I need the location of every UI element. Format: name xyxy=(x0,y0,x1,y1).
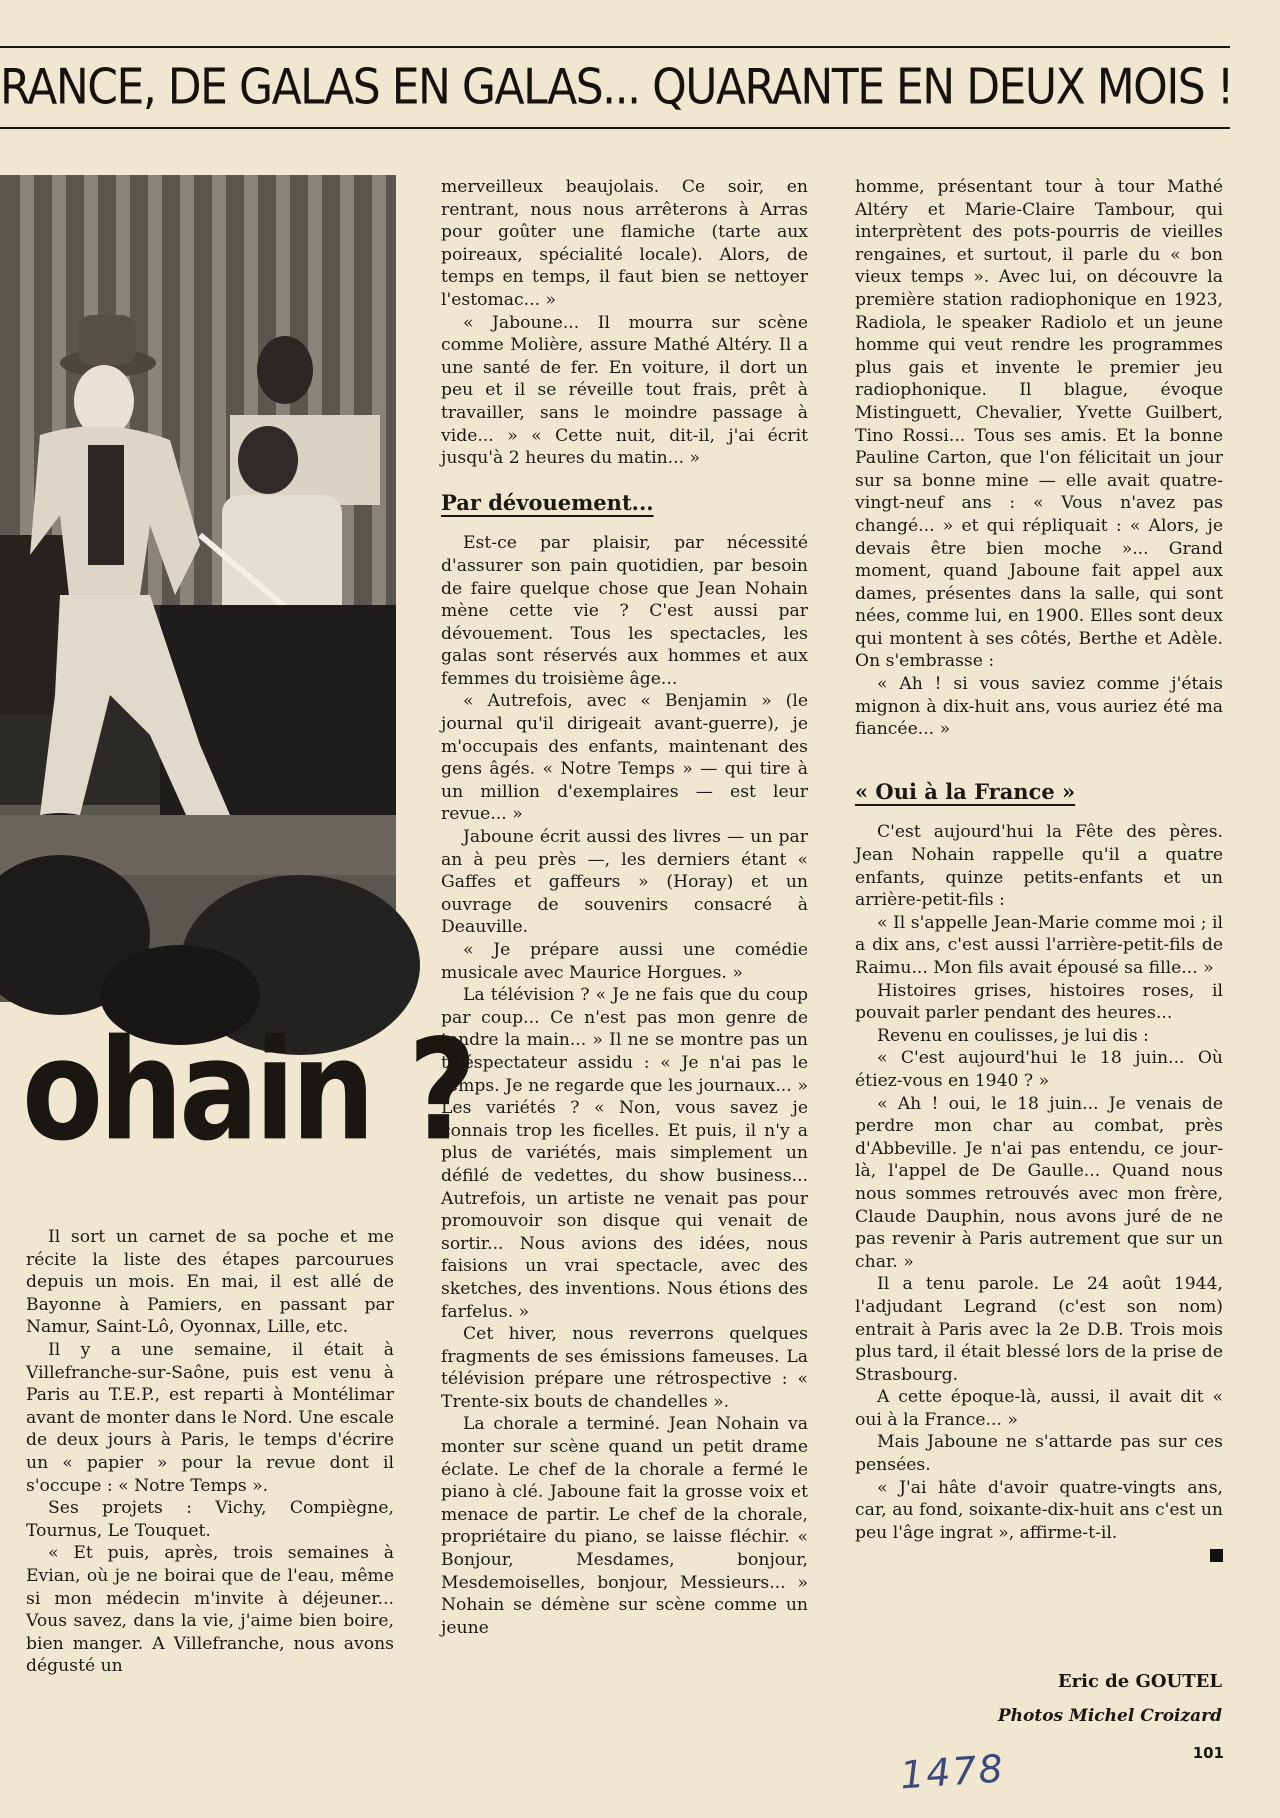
page-number: 101 xyxy=(1192,1744,1224,1762)
col1-paragraph: Ses projets : Vichy, Compiègne, Tournus, Le Touquet. xyxy=(26,1498,394,1541)
col2-paragraph: merveilleux beaujolais. Ce soir, en rentrant, nous nous arrêterons à Arras pour goûter une flamiche (tarte aux poireaux, spécialité locale). Alors, de temps en temps, il faut bien se nettoyer l'estomac... » xyxy=(441,177,808,310)
bottom-rule xyxy=(0,127,1230,129)
subheading-oui-a-la-france: « Oui à la France » xyxy=(855,778,1076,804)
col2-paragraph: La chorale a terminé. Jean Nohain va monter sur scène quand un petit drame éclate. Le chef de la chorale a fermé le piano à clé. Jaboune fait la grosse voix et menace de partir. Le chef de la chorale, propriétaire du piano, se laisse fléchir. « Bonjour, Mesdames, bonjour, Mesdemoiselles, bonjour, Messieurs... » Nohain se démène sur scène comme un jeune xyxy=(441,1414,808,1638)
col3-paragraph: « Il s'appelle Jean-Marie comme moi ; il a dix ans, c'est aussi l'arrière-petit-fils de Raimu... Mon fils avait épousé sa fille... » xyxy=(855,912,1223,978)
performer-photo-illustration xyxy=(0,175,396,1002)
article-title-fragment: ohain ? xyxy=(22,1008,473,1172)
col3-paragraph: « C'est aujourd'hui le 18 juin... Où étiez-vous en 1940 ? » xyxy=(855,1048,1223,1091)
col2-paragraph: Jaboune écrit aussi des livres — un par an à peu près —, les derniers étant « Gaffes et gaffeurs » (Horay) et un ouvrage de souvenirs consacré à Deauville. xyxy=(441,827,808,938)
col3-paragraph: homme, présentant tour à tour Mathé Altéry et Marie-Claire Tambour, qui interprètent des pots-pourris de vieilles rengaines, et surtout, il parle du « bon vieux temps ». Avec lui, on découvre la première station radiophonique en 1923, Radiola, le speaker Radiolo et un jeune homme qui veut rendre les programmes plus gais et invente le premier jeu radiophonique. Il blague, évoque Mistinguett, Chevalier, Yvette Guilbert, Tino Rossi... Tous ses amis. Et la bonne Pauline Carton, que l'on félicitait un jour sur sa bonne mine — elle avait quatre-vingt-neuf ans : « Vous n'avez pas changé... » et qui répliquait : « Alors, je devais être bien moche »... Grand moment, quand Jaboune fait appel aux dames, présentes dans la salle, qui sont nées, comme lui, en 1900. Elles sont deux qui montent à ses côtés, Berthe et Adèle. On s'embrasse : xyxy=(855,177,1223,672)
col3-paragraph: Revenu en coulisses, je lui dis : xyxy=(877,1025,1149,1046)
end-of-article-mark xyxy=(1210,1549,1223,1562)
col3-paragraph: Histoires grises, histoires roses, il pouvait parler pendant des heures... xyxy=(855,980,1223,1024)
photo-credit: Photos Michel Croizard xyxy=(997,1706,1222,1726)
headline: RANCE, DE GALAS EN GALAS... QUARANTE EN DEUX MOIS ! xyxy=(0,58,1233,116)
col2-paragraph: « Autrefois, avec « Benjamin » (le journal qu'il dirigeait avant-guerre), je m'occupais des enfants, maintenant des gens âgés. « Notre Temps » — qui tire à un million d'exemplaires — est leur revue... » xyxy=(441,691,808,825)
col3-paragraph: C'est aujourd'hui la Fête des pères. Jean Nohain rappelle qu'il a quatre enfants, quinze petits-enfants et un arrière-petit-fils : xyxy=(855,822,1223,911)
col2-paragraph: « Jaboune... Il mourra sur scène comme Molière, assure Mathé Altéry. Il a une santé de fer. En voiture, il dort un peu et il se réveille tout frais, prêt à travailler, sans le moindre passage à vide... » « Cette nuit, dit-il, j'ai écrit jusqu'à 2 heures du matin... » xyxy=(441,312,808,469)
handwritten-note: 1478 xyxy=(898,1746,1007,1798)
performer-photo xyxy=(0,175,396,1002)
col3-paragraph: « Ah ! oui, le 18 juin... Je venais de perdre mon char au combat, près d'Abbeville. Je n'ai pas entendu, ce jour-là, l'appel de De Gaulle... Quand nous nous sommes retrouvés avec mon frère, Claude Dauphin, nous avons juré de ne pas revenir à Paris autrement que sur un char. » xyxy=(855,1093,1223,1272)
col1-paragraph: « Et puis, après, trois semaines à Evian, où je ne boirai que de l'eau, même si mon médecin m'invite à déjeuner... Vous savez, dans la vie, j'aime bien boire, bien manger. A Villefranche, nous avons dégusté un xyxy=(26,1543,394,1677)
subheading-par-devouement: Par dévouement... xyxy=(441,489,654,515)
col3-paragraph: A cette époque-là, aussi, il avait dit « oui à la France... » xyxy=(855,1387,1223,1430)
col1-paragraph: Il y a une semaine, il était à Villefranche-sur-Saône, puis est venu à Paris au T.E.P., est reparti à Montélimar avant de monter dans le Nord. Une escale de deux jours à Paris, le temps d'écrire un « papier » pour la revue dont il s'occupe : « Notre Temps ». xyxy=(26,1339,394,1496)
col1-paragraph: Il sort un carnet de sa poche et me récite la liste des étapes parcourues depuis un mois. En mai, il est allé de Bayonne à Pamiers, en passant par Namur, Saint-Lô, Oyonnax, Lille, etc. xyxy=(26,1227,394,1338)
col3-paragraph: Mais Jaboune ne s'attarde pas sur ces pensées. xyxy=(855,1432,1223,1476)
col2-paragraph: Cet hiver, nous reverrons quelques fragments de ses émissions fameuses. La télévision prépare une rétrospective : « Trente-six bouts de chandelles ». xyxy=(441,1324,808,1412)
byline: Eric de GOUTEL xyxy=(1057,1671,1222,1692)
col2-paragraph: « Je prépare aussi une comédie musicale avec Maurice Horgues. » xyxy=(441,940,808,983)
col2-paragraph: La télévision ? « Je ne fais que du coup par coup... Ce n'est pas mon genre de tendre la main... » Il ne se montre pas un téléspectateur assidu : « Je n'ai pas le temps. Je ne regarde que les journaux... » Les variétés ? « Non, vous savez je connais trop les ficelles. Et puis, il n'y a plus de variétés, mais simplement un défilé de vedettes, du show business... Autrefois, un artiste ne venait pas pour promouvoir son disque qui venait de sortir... Nous avions des idées, nous faisions un vrai spectacle, avec des sketches, des inventions. Nous étions des farfelus. » xyxy=(441,985,808,1322)
column-2 xyxy=(441,176,808,1639)
column-3 xyxy=(855,176,1223,1562)
col3-paragraph: Il a tenu parole. Le 24 août 1944, l'adjudant Legrand (c'est son nom) entrait à Paris avec la 2e D.B. Trois mois plus tard, il était blessé lors de la prise de Strasbourg. xyxy=(855,1274,1223,1385)
col3-paragraph: « J'ai hâte d'avoir quatre-vingts ans, car, au fond, soixante-dix-huit ans c'est un peu l'âge ingrat », affirme-t-il. xyxy=(855,1477,1223,1543)
col3-paragraph: « Ah ! si vous saviez comme j'étais mignon à dix-huit ans, vous auriez été ma fiancée... » xyxy=(855,674,1223,740)
col2-paragraph: Est-ce par plaisir, par nécessité d'assurer son pain quotidien, par besoin de faire quelque chose que Jean Nohain mène cette vie ? C'est aussi par dévouement. Tous les spectacles, les galas sont réservés aux hommes et aux femmes du troisième âge... xyxy=(441,533,808,689)
column-1 xyxy=(26,1226,394,1678)
